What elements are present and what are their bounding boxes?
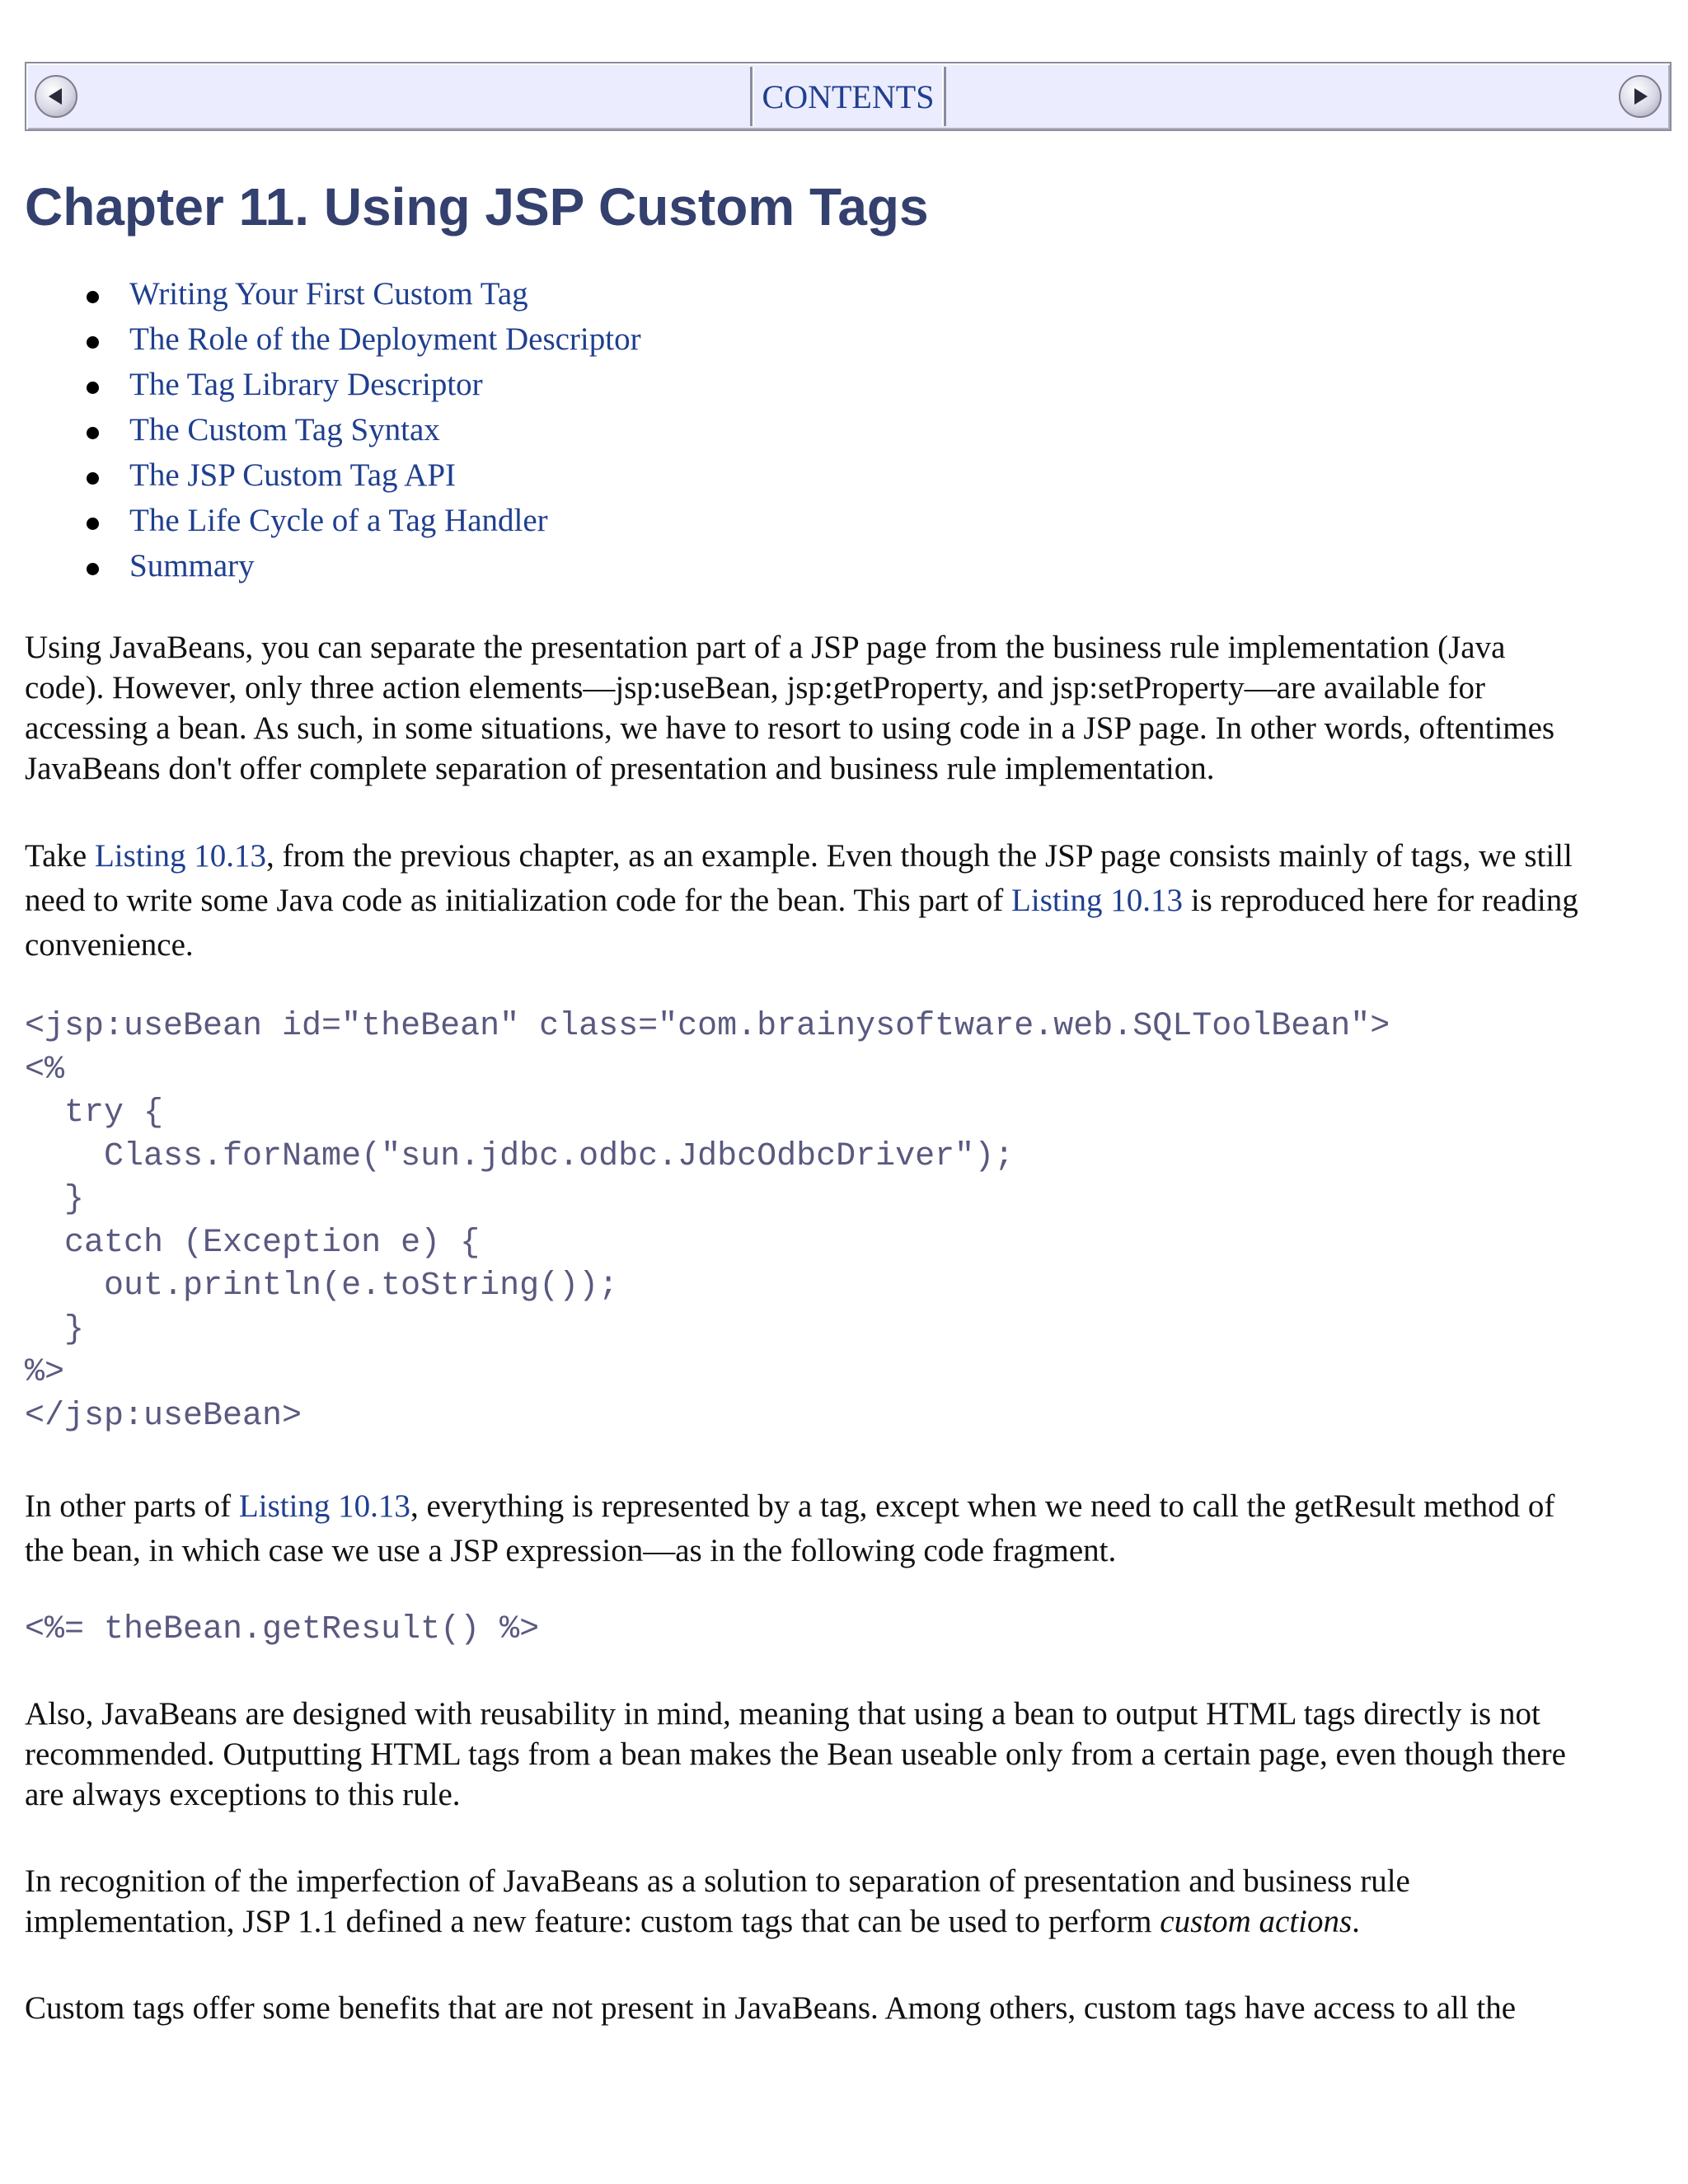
next-page-button[interactable] bbox=[1619, 75, 1662, 118]
text-span: . bbox=[1352, 1903, 1360, 1939]
paragraph-listing-example bbox=[25, 834, 1672, 968]
text-span: In recognition of the imperfection of JavaBeans as a solution to separation of presentation and business rule implementation, JSP 1.1 defined a new feature: custom tags that can be used to perform bbox=[25, 1863, 1410, 1939]
toc-link-tag-library-descriptor[interactable]: The Tag Library Descriptor bbox=[129, 367, 483, 402]
toc-link-jsp-custom-tag-api[interactable]: The JSP Custom Tag API bbox=[129, 457, 456, 493]
list-item bbox=[25, 316, 1672, 362]
listing-10-13-link[interactable]: Listing 10.13 bbox=[238, 1488, 410, 1524]
navigation-bar bbox=[25, 62, 1672, 131]
list-item bbox=[25, 271, 1672, 316]
page bbox=[25, 62, 1672, 2028]
toc-link-tag-handler-life-cycle[interactable]: The Life Cycle of a Tag Handler bbox=[129, 503, 548, 538]
emphasis-custom-actions: custom actions bbox=[1160, 1903, 1353, 1939]
text-span: In other parts of bbox=[25, 1488, 239, 1524]
paragraph-jsp-expression bbox=[25, 1484, 1672, 1573]
text-span: , everything is represented by a tag, except when we need to call the getResult method of the bean, in which case we use a JSP expression—as in the following code fragment. bbox=[25, 1488, 1555, 1568]
chapter-toc bbox=[25, 271, 1672, 588]
paragraph-custom-tags-benefits: Custom tags offer some benefits that are not present in JavaBeans. Among others, custom tags have access to all the bbox=[25, 1990, 1517, 2026]
list-item bbox=[25, 362, 1672, 407]
toc-link-deployment-descriptor[interactable]: The Role of the Deployment Descriptor bbox=[129, 321, 641, 357]
list-item bbox=[25, 407, 1672, 452]
text-span: , from the previous chapter, as an example. Even though the JSP page consists mainly of tags, we still need to write some Java code as initialization code for the bean. This part of bbox=[25, 838, 1573, 918]
contents-link[interactable]: CONTENTS bbox=[750, 67, 946, 126]
code-block-usebean: <jsp:useBean id="theBean" class="com.brainysoftware.web.SQLToolBean"> <% try { Class.forName("sun.jdbc.odbc.JdbcOdbcDriver"); } catch (Exception e) { out.println(e.toString()); } %> </jsp:useBean> bbox=[25, 1008, 1390, 1435]
toc-link-summary[interactable]: Summary bbox=[129, 548, 255, 583]
listing-10-13-link[interactable]: Listing 10.13 bbox=[94, 838, 266, 874]
listing-10-13-link[interactable]: Listing 10.13 bbox=[1011, 883, 1184, 918]
paragraph-custom-tags-feature bbox=[25, 1861, 1672, 1942]
code-block-getresult: <%= theBean.getResult() %> bbox=[25, 1611, 540, 1648]
list-item bbox=[25, 498, 1672, 543]
chapter-title: Chapter 11. Using JSP Custom Tags bbox=[25, 177, 929, 237]
toc-link-custom-tag-syntax[interactable]: The Custom Tag Syntax bbox=[129, 412, 440, 448]
list-item bbox=[25, 543, 1672, 588]
right-arrow-icon bbox=[1628, 84, 1653, 109]
text-span: is reproduced here for reading convenience. bbox=[25, 883, 1578, 963]
paragraph-reusability: Also, JavaBeans are designed with reusability in mind, meaning that using a bean to output HTML tags directly is not recommended. Outputting HTML tags from a bean makes the Bean useable only from a certain page, even though there are always exceptions to this rule. bbox=[25, 1695, 1566, 1812]
left-arrow-icon bbox=[44, 84, 68, 109]
previous-page-button[interactable] bbox=[35, 75, 77, 118]
paragraph-javabeans-separation: Using JavaBeans, you can separate the presentation part of a JSP page from the business rule implementation (Java code). However, only three action elements—jsp:useBean, jsp:getProperty, and jsp:setProperty—are available for accessing a bean. As such, in some situations, we have to resort to using code in a JSP page. In other words, oftentimes JavaBeans don't offer complete separation of presentation and business rule implementation. bbox=[25, 630, 1555, 786]
text-span: Take bbox=[25, 838, 95, 874]
toc-link-writing-first-custom-tag[interactable]: Writing Your First Custom Tag bbox=[129, 276, 528, 312]
list-item bbox=[25, 452, 1672, 498]
